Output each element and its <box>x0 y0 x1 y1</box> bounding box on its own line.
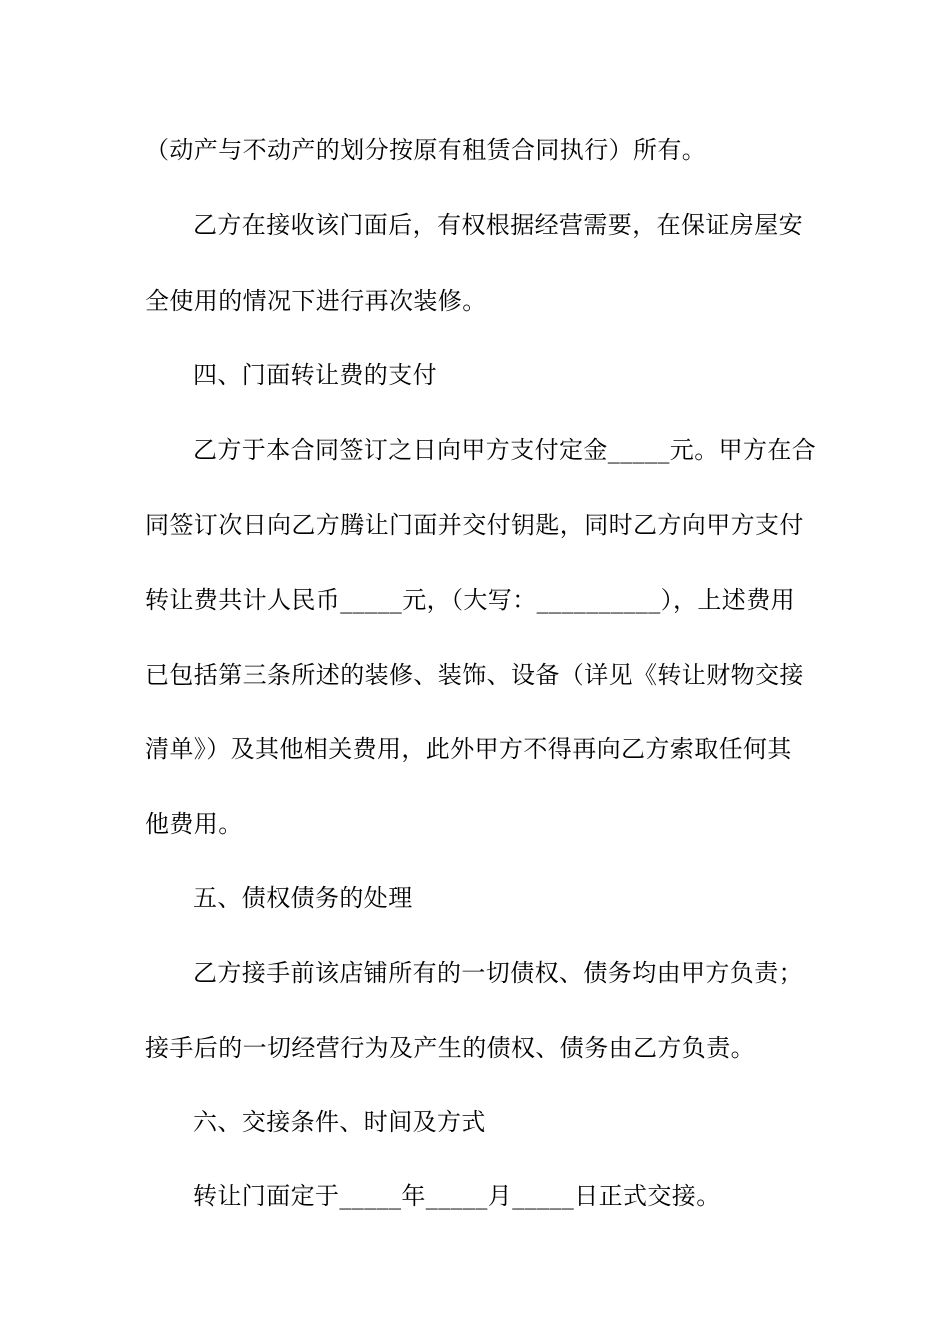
paragraph-line: （动产与不动产的划分按原有租赁合同执行）所有。 <box>145 136 707 164</box>
paragraph-line: 乙方在接收该门面后，有权根据经营需要，在保证房屋安 <box>193 211 803 239</box>
paragraph-line: 转让门面定于_____年_____月_____日正式交接。 <box>193 1182 721 1210</box>
section-heading: 四、门面转让费的支付 <box>193 361 437 389</box>
paragraph-line: 乙方接手前该店铺所有的一切债权、债务均由甲方负责； <box>193 959 803 987</box>
paragraph-line: 已包括第三条所述的装修、装饰、设备（详见《转让财物交接 <box>145 661 804 689</box>
paragraph-line: 清单》）及其他相关费用，此外甲方不得再向乙方索取任何其 <box>145 735 792 763</box>
paragraph-line: 接手后的一切经营行为及产生的债权、债务由乙方负责。 <box>145 1034 755 1062</box>
paragraph-line: 转让费共计人民币_____元，（大写：__________），上述费用 <box>145 586 795 614</box>
paragraph-line: 乙方于本合同签订之日向甲方支付定金_____元。甲方在合 <box>193 436 817 464</box>
paragraph-line: 同签订次日向乙方腾让门面并交付钥匙，同时乙方向甲方支付 <box>145 511 804 539</box>
paragraph-line: 全使用的情况下进行再次装修。 <box>145 287 487 315</box>
section-heading: 五、债权债务的处理 <box>193 884 413 912</box>
section-heading: 六、交接条件、时间及方式 <box>193 1108 486 1136</box>
paragraph-line: 他费用。 <box>145 810 243 838</box>
